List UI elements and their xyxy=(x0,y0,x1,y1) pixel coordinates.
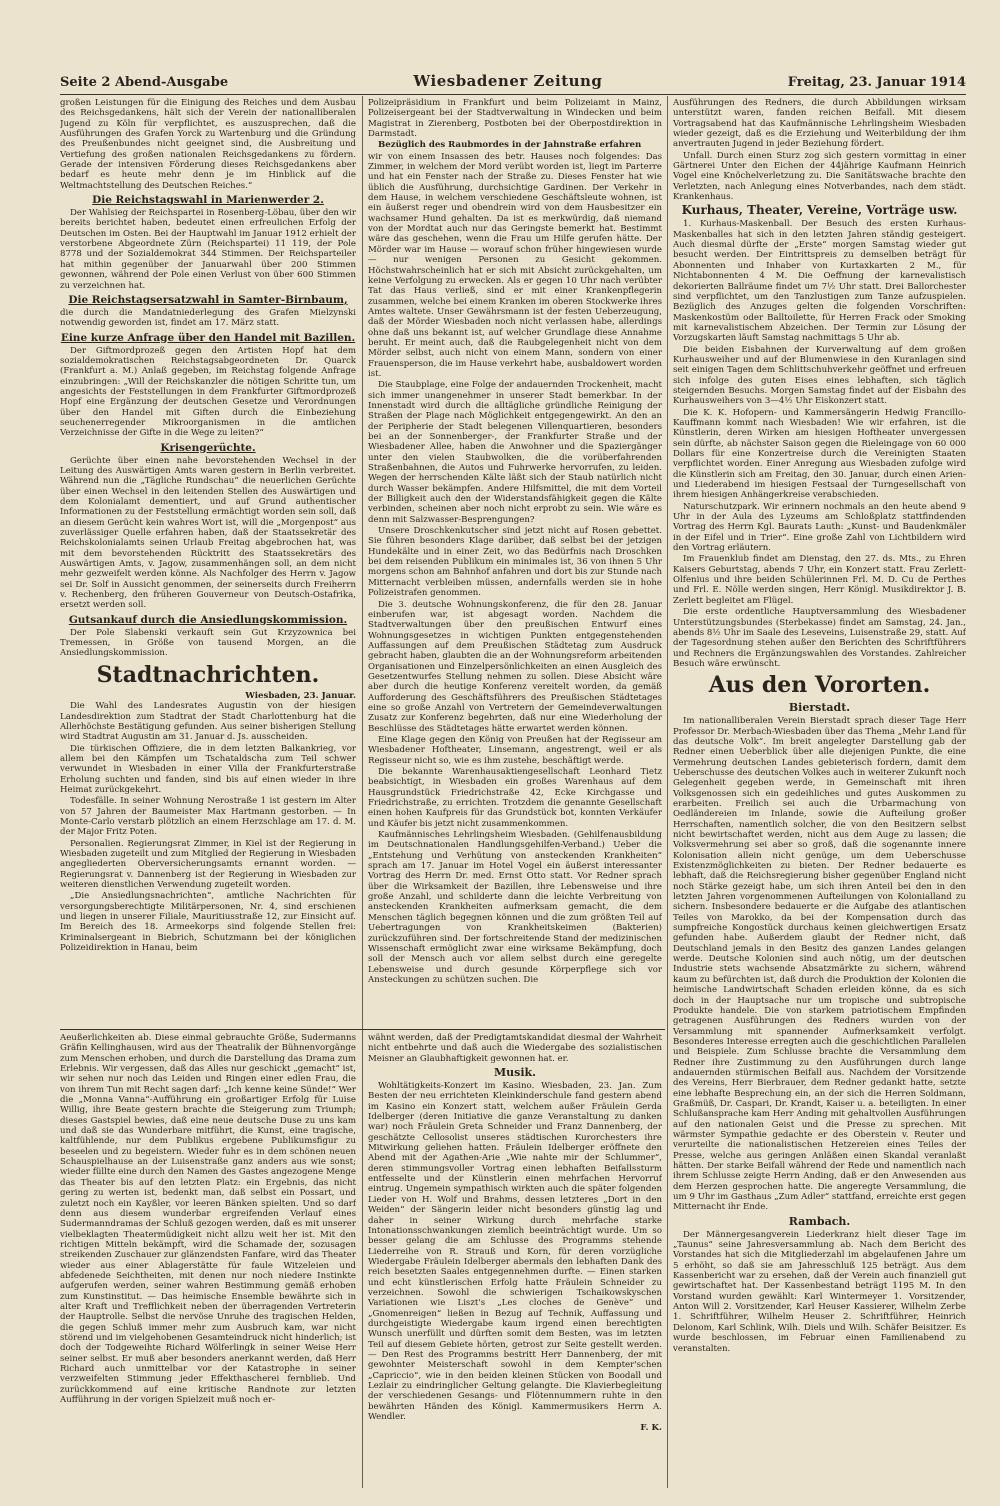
headline: Die Reichstagswahl in Marienwerder 2. xyxy=(92,194,324,207)
article-text: Todesfälle. In seiner Wohnung Nerostraße 1 ist gestern im Alter von 57 Jahren der Baumeister Max Hartmann gestorben. — In Monte-Carlo verstarb plötzlich an einem Herzschlage am 17. d. M. der Major Fritz Poten. xyxy=(60,796,356,838)
article-text: Ausführungen des Redners, die durch Abbildungen wirksam unterstützt waren, fanden reichen Beifall. Mit diesem Vortragsabend hat das Kaufmännische Lehrlingsheim Wiesbaden wieder gezeigt, daß es die Erziehung und Weiterbildung der ihm anvertrauten Jugend in jeder Beziehung fördert. xyxy=(673,98,966,150)
article-text: wähnt werden, daß der Predigtamtskandidat diesmal der Wahrheit nicht entbehrte und daß auch die Wiedergabe des sozialistischen Meisner an Glaubhaftigkeit gewonnen hat. er. xyxy=(368,1033,662,1064)
article-text: Die 3. deutsche Wohnungskonferenz, die für den 28. Januar einberufen war, ist abgesagt worden. Nachdem die Stadtverwaltungen über den preußischen Entwurf eines Wohnungsgesetzes in wichtigen Punkten entgegenstehenden Auffassungen auf dem Preußischen Städtetag zum Ausdruck gebracht haben, glaubten die an der Wohnungsreform arbeitenden Organisationen und Einzelpersönlichkeiten an einen Ausgleich des Gesetzentwurfes Stellung nehmen zu sollen. Diese Absicht wäre aber durch die heutige Konferenz vereitelt worden, da gemäß Aufforderung des Geschäftsführers des Preußischen Städtetages eine so große Anzahl von Vertretern der Gemeindeverwaltungen Zusatz zur Konferenz begehrten, daß nur eine Wiederholung der Beschlüsse des Städtetages hätte erwartet werden können. xyxy=(368,599,662,734)
article-text: Die beiden Eisbahnen der Kurverwaltung auf dem großen Kurhausweiher und auf der Blumenwiese in den Kuranlagen sind seit einigen Tagen dem Schlittschuhverkehr geöffnet und erfreuen sich infolge des guten Eises eines lebhaften, sich täglich steigernden Besuchs. Morgen Samstag findet auf der Eisbahn des Kurhausweihers von 3—4½ Uhr Eiskonzert statt. xyxy=(673,344,966,407)
article-text: Im Frauenklub findet am Dienstag, den 27. ds. Mts., zu Ehren Kaisers Geburtstag, abends 7 Uhr, ein Konzert statt. Frau Zerlett-Olfenius und ihre beiden Schülerinnen Frl. M. D. Cu de Perthes und Frl. E. Nölle werden singen, Herr Königl. Musikdirektor J. B. Zerlett begleitet am Flügel. xyxy=(673,554,966,606)
article-text: Im nationalliberalen Verein Bierstadt sprach dieser Tage Herr Professor Dr. Merbach-Wiesbaden über das Thema „Mehr Land für das deutsche Volk“. Im breit angelegter Darstellung gab der Redner einen Ueberblick über alle diejenigen Punkte, die eine Vermehrung deutschen Landes gebieterisch fordern, damit dem Ueberschusse des deutschen Volkes auch in weiterer Zukunft noch Gelegenheit gegeben werde, in Gemeinschaft mit ihren Volksgenossen sich ein gedeihliches und gutes Auskommen zu erarbeiten. Freilich sei auch die Urbarmachung von Oedländereien im Inlande, sowie die Aufteilung großer Herrschaften, namentlich solcher, die von den Besitzern selbst nicht bewirtschaftet werden, nicht aus dem Auge zu lassen; die Volksvermehrung sei aber so groß, daß die sogenannte innere Kolonisation allein nicht genüge, um dem Ueberschusse Existenzmöglichkeiten zu bieten. Der Redner bedauerte es lebhaft, daß die Reichsregierung bisher gegenüber England nicht noch Stärke gezeigt habe, um sich ihren Anteil bei den in den letzten Jahren vorgenommenen Aufteilungen von Kolonialland zu sichern. Insbesondere bedauerte er die Aufgabe des atlantischen Teiles von Marokko, da bei der Kompensation durch das sumpfreiche Kongostück durchaus keinen gleichwertigen Ersatz gefunden habe. Außerdem glaubt der Redner nicht, daß Deutschland jemals in den Besitz des ganzen Landes gelangen werde. Deutsche Kolonien sind auch nötig, um der deutschen Industrie stets wachsende Absatzmärkte zu sichern, während kaum zu befürchten ist, daß durch die Produktion der Kolonien die heimische Landwirtschaft Schaden erleiden könne, da es sich doch in der Hauptsache nur um tropische und subtropische Produkte handele. Die von starkem patriotischem Empfinden getragenen Ausführungen des Redners wurden von der Versammlung mit spannender Aufmerksamkeit verfolgt. Besonderes Interesse erregten auch die geschichtlichen Parallelen und Beispiele. Zum Schlusse brachte die Versammlung dem Redner ihre Zustimmung zu den Ausführungen durch lange andauernden stürmischen Beifall aus. Nachdem der Vorsitzende des Vereins, Herr Bierbrauer, dem Redner gedankt hatte, setzte eine lebhafte Besprechung ein, an der sich die Herren Soldmann, Graßmüß, Dr. Caspari, Dr. Krandt, Kaiser u. a. beteiligten. In einer Schlußansprache kam Herr Anding mit gehaltvollen Ausführungen auf den nationalen Geist und die Presse zu sprechen. Mit wärmster Sympathie gedachte er des Oberstein v. Reuter und verurteilte die nationalistischen Hetzereien eines Teiles der Presse, welche aus geringen Anläßen einen Skandal veranlaßt hätten. Der starke Beifall während der Rede und namentlich nach ihrem Schlusse zeigte Herrn Anding, daß er den Anwesenden aus dem Herzen gesprochen hatte. Die angeregte Versammlung, die um 9 Uhr im Gasthaus „Zum Adler“ stattfand, erreichte erst gegen Mitternacht ihr Ende. xyxy=(673,716,966,1213)
column-divider xyxy=(362,96,363,1488)
section-heading: Aus den Vororten. xyxy=(708,672,931,699)
headline: Eine kurze Anfrage über den Handel mit Bazillen. xyxy=(60,331,356,344)
article-text: Aeußerlichkeiten ab. Diese einmal gebrauchte Größe, Sudermanns Gräfin Kellinghausen, wird aus der Theatralik der Bühnenvorgänge zum Menschen erhoben, und durch die Darstellung das Drama zum Erlebnis. Wir vergessen, daß das Alles nur geschickt „gemacht“ ist, wir sehen nur noch das Leiden und Ringen einer edlen Frau, die von ihrem Tun mit Recht sagen darf: „Ich kenne keine Sünde!“ Wer die „Monna Vanna“-Aufführung ein großartiger Erfolg für Luise Willig, ihre Beate gestern brachte die Steigerung zum Triumph; dieses Gastspiel bewies, daß eine neue deutsche Duse zu uns kam und daß sie das Wunderbare mitführt, die Kunst, eine tragische, kaltfühlende, nur dem Publikus ergebene Publikumsfigur zu beseelen und zu begeistern. Wieder fuhr es in dem schönen neuen Schauspielhause an der Luisenstraße ganz anders aus wie sonst; wieder füllte eine durch den Namen des Gastes angezogene Menge das Theater bis auf den letzten Platz: ein Ergebnis, das nicht gering zu werten ist, bedenkt man, daß selbst ein Possart, und zuletzt noch ein Kayßler, vor leeren Bänken spielten. Und so darf denn aus diesem wunderbar ergreifenden Verlauf eines Sudermanndramas der Schluß gezogen werden, daß es mit unserer vielbeklagten Theatermüdigkeit nicht allzu weit her ist. Mit den richtigen Mitteln bekämpft, wird die Schamade der, sozusagen streikenden Zuschauer zur glänzendsten Fanfare, wird das Theater wieder aus einer Ablagerstätte für faule Witzeleien und abfedenede Seichtheiten, mit denen nur noch niedere Instinkte aufgerufen werden, seiner wahren Bestimmung gemäß erhoben zum Kunstinstitut. — Das heimische Ensemble bewährte sich in alter Kraft und Trefflichkeit neben der überragenden Vertreterin der Hauptrolle. Selbst die nervöse Unruhe des tragischen Helden, die gegen Schluß immer mehr zum Ausbruch kam, war nicht störend und im vielgehobenen Gesamteindruck nicht hinderlich; ist doch der Todgeweihte Richard Wölferlingk in seiner Weise Herr seiner selbst. Er muß aber besonders anerkannt werden, daß Herr Richard auch unmittelbar vor der Katastrophe in seiner verzweifelten Stimmung jeder Effekthascherei fernblieb. Und zurückkommend auf eine kritische Randnote zur letzten Aufführung in der vorigen Spielzeit muß noch er- xyxy=(60,1033,356,1406)
column-divider xyxy=(667,96,668,1488)
article-text: Naturschutzpark. Wir erinnern nochmals an den heute abend 9 Uhr in der Aula des Lyzeums am Schloßplatz stattfindenden Vortrag des Herrn Kgl. Baurats Lauth: „Kunst- und Baudenkmäler in der Eifel und in Trier“. Eine große Zahl von Lichtbildern wird den Vortrag erläutern. xyxy=(673,501,966,554)
article-text: Der Giftmordprozeß gegen den Artisten Hopf hat dem sozialdemokratischen Reichstagsabgeordneten Dr. Quarck (Frankfurt a. M.) Anlaß gegeben, im Reichstag folgende Anfrage einzubringen: „Will der Reichskanzler die nötigen Schritte tun, um angesichts der Feststellungen in dem Frankfurter Giftmordprozeß Hopf eine Ergänzung der deutschen Gesetze und Verordnungen über den Handel mit Giften durch die Einbeziehung seuchenerregender Mikroorganismen in die amtlichen Verzeichnisse der Gifte in die Wege zu leiten?“ xyxy=(60,345,356,439)
subheading: Bierstadt. xyxy=(788,701,851,715)
article-text: Der Pole Slabenski verkauft sein Gut Krzyzownica bei Tremessen, in Größe von tausend Morgen, an die Ansiedlungskommission. xyxy=(60,627,356,659)
article-text: Die Wahl des Landesrates Augustin von der hiesigen Landesdirektion zum Stadtrat der Stadt Charlottenburg hat die Allerhöchste Bestätigung gefunden. Aus seiner bisherigen Stellung wird Stadtrat Augustin am 31. Januar d. Js. ausscheiden. xyxy=(60,701,356,743)
article-text: Kaufmännisches Lehrlingsheim Wiesbaden. (Gehilfenausbildung im Deutschnationalen Handlungsgehilfen-Verband.) Ueber die „Entstehung und Verhütung von ansteckenden Krankheiten“ sprach am 17. Januar im Hotel Vogel ein äußerst interessanter Vortrag des Herrn Dr. med. Ernst Otto statt. Vor Redner sprach über die Wirksamkeit der Bazillen, ihre Lebensweise und ihre große Anzahl, und schilderte dann die leichte Verbreitung von ansteckenden Krankheiten aufmerksam gemacht, die dem Menschen täglich begegnen können und die zum größten Teil auf Uebertragungen von Krankheitskeimen (Bakterien) zurückzuführen sind. Der fortschreitende Stand der medizinischen Wissenschaft ermöglicht zwar eine wirksame Bekämpfung, doch soll der Mensch auch vor allem selbst durch eine geregelte Lebensweise und durch gesunde Körperpflege sich vor Ansteckungen zu schützen suchen. Die xyxy=(368,830,662,985)
article-text: Unfall. Durch einen Sturz zog sich gestern vormittag in einer Gärtnerei Unter den Eichen der 44jährige Kaufmann Heinrich Vogel eine Knöchelverletzung zu. Die Sanitätswache brachte den Verletzten, nach Anlegung eines Notverbandes, nach dem städt. Krankenhaus. xyxy=(673,150,966,203)
article-text: großen Leistungen für die Einigung des Reiches und dem Ausbau des Reichsgedankens, hält sich der Verein der nationalliberalen Jugend zu Köln für verpflichtet, es auszusprechen, daß die Ausführungen des Grafen Yorck zu Wartenburg und die Gründung des Preußenbundes nicht geeignet sind, die Ausbreitung und Vertiefung des großen nationalen Reichsgedankens zu fördern. Gerade der intensiven Förderung dieses Reichsgedankens aber bedarf es heute mehr denn je im Hinblick auf die Weltmachtstellung des Deutschen Reiches.“ xyxy=(60,98,356,191)
headline: Gutsankauf durch die Ansiedlungskommission. xyxy=(68,613,348,626)
masthead xyxy=(60,72,966,92)
feuilleton-column-2 xyxy=(368,1033,662,1490)
article-text: Die bekannte Warenhausaktiengesellschaft Leonhard Tietz beabsichtigt, in Wiesbaden ein großes Warenhaus auf dem Hausgrundstück Friedrichstraße 42, Ecke Kirchgasse und Friedrichstraße, zu errichten. Trotzdem die genannte Gesellschaft einen hohen Kaufpreis für das Grundstück bot, konnten Verkäufer und Käufer bis jetzt nicht zusammenkommen. xyxy=(368,767,662,829)
article-text: Wohltätigkeits-Konzert im Kasino. Wiesbaden, 23. Jan. Zum Besten der neu errichteten Kleinkinderschule fand gestern abend im Kasino ein Konzert statt, welchem außer Fräulein Gerda Idelberger (deren Initiative die ganze Veranstaltung zu danken war) noch Fräulein Greta Schneider und Franz Dannenberg, der geschätzte Cellosolist unseres städtischen Kurorchesters ihre Mitwirkung geliehen hatten. Fräulein Idelberger eröffnete den Abend mit der Agathen-Arie „Wie nahte mir der Schlummer“, deren stimmungsvoller Vortrag einen lebhaften Beifallssturm entfesselte und der Künstlerin einen mehrfachen Hervorruf eintrug. Ungemein sympathisch wirkten auch die später folgenden Lieder von H. Wolf und Brahms, dessen letzteres „Dort in den Weiden“ der Sängerin leider nicht besonders günstig lag und daher in seiner Wirkung durch mehrfache starke Intonationsschwankungen ziemlich beeinträchtigt wurde. Um so besser gelang die am Schlusse des Programms stehende Liederreihe von R. Strauß und Korn, für deren vorzügliche Wiedergabe Fräulein Idelberger abermals den lebhaften Dank des reich besetzten Saales entgegennehmen durfte. — Einen starken und echt künstlerischen Erfolg hatte Fräulein Schneider zu verzeichnen. Sowohl die schwierigen Tschaikowskyschen Variationen wie Liszt's „Les cloches de Genève“ und „Gnomenreigen“ ließen in Bezug auf Technik, Auffassung und durchgeistigte Wiedergabe kaum irgend einen berechtigten Wunsch unerfüllt und dürften somit dem Besten, was im letzten Teil auf diesem Gebiete hörten, getrost zur Seite gestellt werden. — Den Rest des Programms bestritt Herr Dannenberg, der mit gewohnter Meisterschaft sowohl in dem Kempter'schen „Capriccio“, wie in den beiden kleinen Stücken von Boodall und Lezlair zu eindringlicher Geltung gelangte. Die Klavierbegleitung der verschiedenen Gesangs- und Flötennummern ruhte in den bewährten Händen des Königl. Kammermusikers Herrn A. Wendler. xyxy=(368,1081,662,1423)
article-text: „Die Ansiedlungsnachrichten“, amtliche Nachrichten für versorgungsberechtigte Militärpersonen, Nr. 4, sind erschienen und liegen in unserer Filiale, Mauritiusstraße 12, zur Einsicht auf. Im Bereich des 18. Armeekorps sind folgende Stellen frei: Kriminalsergeant in Biebrich, Schutzmann bei der königlichen Polizeidirektion in Hanau, beim xyxy=(60,891,356,954)
feuilleton-column-1 xyxy=(60,1033,356,1490)
article-text: Der Wahlsieg der Reichspartei in Rosenberg-Löbau, über den wir bereits berichtet haben, bedeutet einen erfreulichen Erfolg der Deutschen im Osten. Bei der Hauptwahl im Januar 1912 erhielt der verstorbene Abgeordnete Zürn (Reichspartei) 11 119, der Pole 8778 und der Sozialdemokrat 344 Stimmen. Der Reichsparteiler hat mithin gegenüber der Januarwahl über 200 Stimmen gewonnen, während der Pole einen Verlust von über 600 Stimmen zu verzeichnen hat. xyxy=(60,208,356,291)
header-rule xyxy=(60,94,966,95)
issue-date: Freitag, 23. Januar 1914 xyxy=(787,75,966,90)
article-text: Eine Klage gegen den König von Preußen hat der Regisseur am Wiesbadener Hoftheater, Linsemann, angestrengt, weil er als Regisseur nicht so, wie es ihm zustehe, beschäftigt werde. xyxy=(368,734,662,766)
author-signature: F. K. xyxy=(640,1423,662,1434)
article-text: Die erste ordentliche Hauptversammlung des Wiesbadener Unterstützungsbundes (Sterbekasse) findet am Samstag, 24. Jan., abends 8½ Uhr im Saale des Leseveins, Luisenstraße 29, statt. Auf der Tagesordnung stehen außer den Berichten des Schriftführers und Rechners die Ergänzungswahlen des Vorstandes. Zahlreicher Besuch wäre erwünscht. xyxy=(673,607,966,669)
article-text: Unsere Droschkenkutscher sind jetzt nicht auf Rosen gebettet. Sie führen besonders Klage darüber, daß selbst bei der jetzigen Hundekälte und in einer Zeit, wo das Bedürfnis nach Droschken bei dem reisenden Publikum ein minimales ist, 36 von ihnen 5 Uhr morgens schon am Bahnhof anfahren und dort bis zur Stunde nach Mitternacht verbleiben müssen, andernfalls werden sie in hohe Polizeistrafen genommen. xyxy=(368,526,662,599)
article-text: Gerüchte über einen nahe bevorstehenden Wechsel in der Leitung des Auswärtigen Amts waren gestern in Berlin verbreitet. Während nun die „Tägliche Rundschau“ die neuerlichen Gerüchte über einen Wechsel in den leitenden Stellen des Auswärtigen und dem Kolonialamt dementiert, und auf Grund authentischer Informationen zu der Feststellung ermächtigt worden sein soll, daß an diesem Gerücht kein wahres Wort ist, will die „Morgenpost“ aus zuverlässiger Quelle erfahren haben, daß der Staatssekretär des Reichskolonialamts seinen Urlaub Freitag abgebrochen hat, was mit dem bevorstehenden Rücktritt des Staatssekretärs des Auswärtigen Amts, v. Jagow, zusammenhängen soll, an dem nicht mehr gezweifelt werden könne. Als Nachfolger des Herrn v. Jagow sei Dr. Solf in Aussicht genommen, der seinerseits durch Freiherrn v. Rechenberg, den früheren Gouverneur von Deutsch-Ostafrika, ersetzt werden soll. xyxy=(60,455,356,611)
headline: Krisengerüchte. xyxy=(160,441,256,454)
article-text: wir von einem Insassen des betr. Hauses noch folgendes: Das Zimmer, in welchem der Mord verübt worden ist, liegt im Parterre und hat ein Fenster nach der Straße zu. Dieses Fenster hat wie üblich die Ausführung, durchsichtige Gardinen. Der Verkehr in dem Hause, in welchem verschiedene Geschäftsleute wohnen, ist ein äußerst reger und obendrein wird von dem Hausbesitzer ein wachsamer Hund gehalten. Da ist es merkwürdig, daß niemand von der Mordtat auch nur das Geringste bemerkt hat. Bestimmt wäre das geschehen, wenn die Frau um Hilfe gerufen hätte. Der Mörder war im Hause — worauf schon früher hingewiesen wurde — nur wenigen Personen zu Gesicht gekommen. Höchstwahrscheinlich hat er sich mit Absicht zurückgehalten, um keine Verfolgung zu erwecken. Als er gegen 10 Uhr nach verübter Tat das Haus verließ, sind er mit einer Krankenpflegerin zusammen, welche bei einem Kranken im oberen Stockwerke ihres Amtes waltete. Unser Gewährsmann ist der festen Ueberzeugung, daß der Mörder Wiesbaden noch nicht verlassen habe, allerdings ohne daß uns bekannt ist, auf welcher Grundlage diese Annahme beruht. Er meint auch, daß die Raubgelegenheit nicht von dem Mörder selbst, auch nicht von einem Mann, sondern von einer Frauensperson, die im Hause verkehrt habe, ausbaldowert worden ist. xyxy=(368,151,662,379)
subheading: Musik. xyxy=(494,1066,536,1080)
section-heading: Kurhaus, Theater, Vereine, Vorträge usw. xyxy=(681,203,958,218)
article-text: Die K. K. Hofopern- und Kammersängerin Hedwig Francillo-Kauffmann kommt nach Wiesbaden! Wie wir erfahren, ist die Künstlerin, deren Wirken am hiesigen Hoftheater unvergessen sein dürfte, ab nächster Saison gegen die Rieleingage von 60 000 Dollars für eine Konzertreise durch die Vereinigten Staaten verpflichtet worden. Einer Anregung aus Wiesbaden zufolge wird die Künstlerin sich am Freitag, den 30. Januar, durch einen Arien- und Liederabend im hiesigen Festsaal der Turngesellschaft von ihrem hiesigen Anhängerkreise verabschieden. xyxy=(673,407,966,501)
article-text: Der Männergesangverein Liederkranz hielt dieser Tage im „Taunus“ seine Jahresversammlung ab. Nach dem Bericht des Vorstandes hat sich die Mitgliederzahl im abgelaufenen Jahre um 5 erhöht, so daß sie am Jahresschluß 125 beträgt. Aus dem Kassenbericht war zu ersehen, daß der Verein auch finanziell gut gewirtschaftet hat. Der Kassenbestand beträgt 1195 M. In den Vorstand wurden gewählt: Karl Wintermeyer 1. Vorsitzender, Anton Will 2. Vorsitzender, Karl Heuser Kassierer, Wilhelm Zerbe 1. Schriftführer, Wilhelm Heuser 2. Schriftführer, Heinrich Delonom, Karl Schlink, Wilh. Diels und Wilh. Schäfer Beisitzer. Es wurde beschlossen, im Februar einen Familienabend zu veranstalten. xyxy=(673,1229,966,1354)
article-text: Die Staubplage, eine Folge der andauernden Trockenheit, macht sich immer unangenehmer in unserer Stadt bemerkbar. In der Innenstadt wird durch die alltägliche gründliche Reinigung der Straßen der Plage nach Möglichkeit entgegengewirkt. An den an der Peripherie der Stadt belegenen Villenquartieren, besonders bei an der Sonnenberger-, der Frankfurter Straße und der Wiesbadener Allee, haben die Anwohner und die Spaziergänger unter den vielen Staubwolken, die die vorüberfahrenden Straßenbahnen, die Autos und Fuhrwerke hervorrufen, zu leiden. Wegen der herrschenden Kälte läßt sich der Staub natürlich nicht durch Wasser bekämpfen. Andere Hilfsmittel, die mit dem Vorteil der Billigkeit auch den der Widerstandsfähigkeit gegen die Kälte verbinden, scheinen aber noch nicht erprobt zu sein. Wie wäre es denn mit Salzwasser-Besprengungen? xyxy=(368,380,662,525)
column-2 xyxy=(368,98,662,1026)
article-text: Personalien. Regierungsrat Zimmer, in Kiel ist der Regierung in Wiesbaden zugeteilt und zum Mitglied der Regierung in Wiesbaden angegliederten Oberversicherungsamts ernannt worden. — Regierungsrat v. Dannenberg ist der Regierung in Wiesbaden zur weiteren dienstlichen Verwendung zugeteilt worden. xyxy=(60,838,356,890)
column-3 xyxy=(673,98,966,1490)
subheading: Rambach. xyxy=(788,1214,851,1228)
article-text: Die türkischen Offiziere, die in dem letzten Balkankrieg, vor allem bei den Kämpfen um Tschataldscha zum Teil schwer verwundet in Wiesbaden in einer Villa der Frankfurterstraße Erholung suchten und fanden, sind bis auf einen wieder in ihre Heimat zurückgekehrt. xyxy=(60,743,356,795)
headline: Die Reichstagsersatzwahl in Samter-Birnbaum, xyxy=(68,293,348,306)
article-text: 1. Kurhaus-Maskenball. Der Besuch des ersten Kurhaus-Maskenballes hat sich in den letzten Jahren ständig gesteigert. Auch diesmal dürfte der „Erste“ morgen Samstag wieder gut besucht werden. Der Eintrittspreis zu demselben beträgt für Abonnenten und Inhaber von Kurtaxkarten 2 M., für Nichtabonnenten 4 M. Die Oeffnung der karnevalistisch dekorierten Ballräume findet um 7½ Uhr statt. Drei Ballorchester sind verpflichtet, um den Tanzlustigen zum Tanze aufzuspielen. Bezüglich des Anzuges gelten die folgenden Vorschriften: Maskenkostüm oder Balltoilette, für Herren Frack oder Smoking mit karnevalistischem Abzeichen. Der Termin zur Lösung der Vorzugskarten läuft Samstag nachmittags 5 Uhr ab. xyxy=(673,219,966,344)
dateline: Wiesbaden, 23. Januar. xyxy=(245,690,356,701)
newspaper-title: Wiesbadener Zeitung xyxy=(413,72,603,90)
section-heading: Stadtnachrichten. xyxy=(96,661,320,688)
page-label: Seite 2 Abend-Ausgabe xyxy=(60,75,229,90)
section-rule xyxy=(60,1029,665,1030)
article-text: Polizeipräsidium in Frankfurt und beim Polizeiamt in Mainz, Polizeisergeant bei der Stadtverwaltung in Windecken und beim Magistrat in Zierenberg, Postboten bei der Oberpostdirektion in Darmstadt. xyxy=(368,98,662,140)
column-1 xyxy=(60,98,356,1026)
article-lead: Bezüglich des Raubmordes in der Jahnstraße erfahren xyxy=(378,140,642,151)
article-text: die durch die Mandatniederlegung des Grafen Mielzynski notwendig geworden ist, findet am 17. März statt. xyxy=(60,307,356,329)
